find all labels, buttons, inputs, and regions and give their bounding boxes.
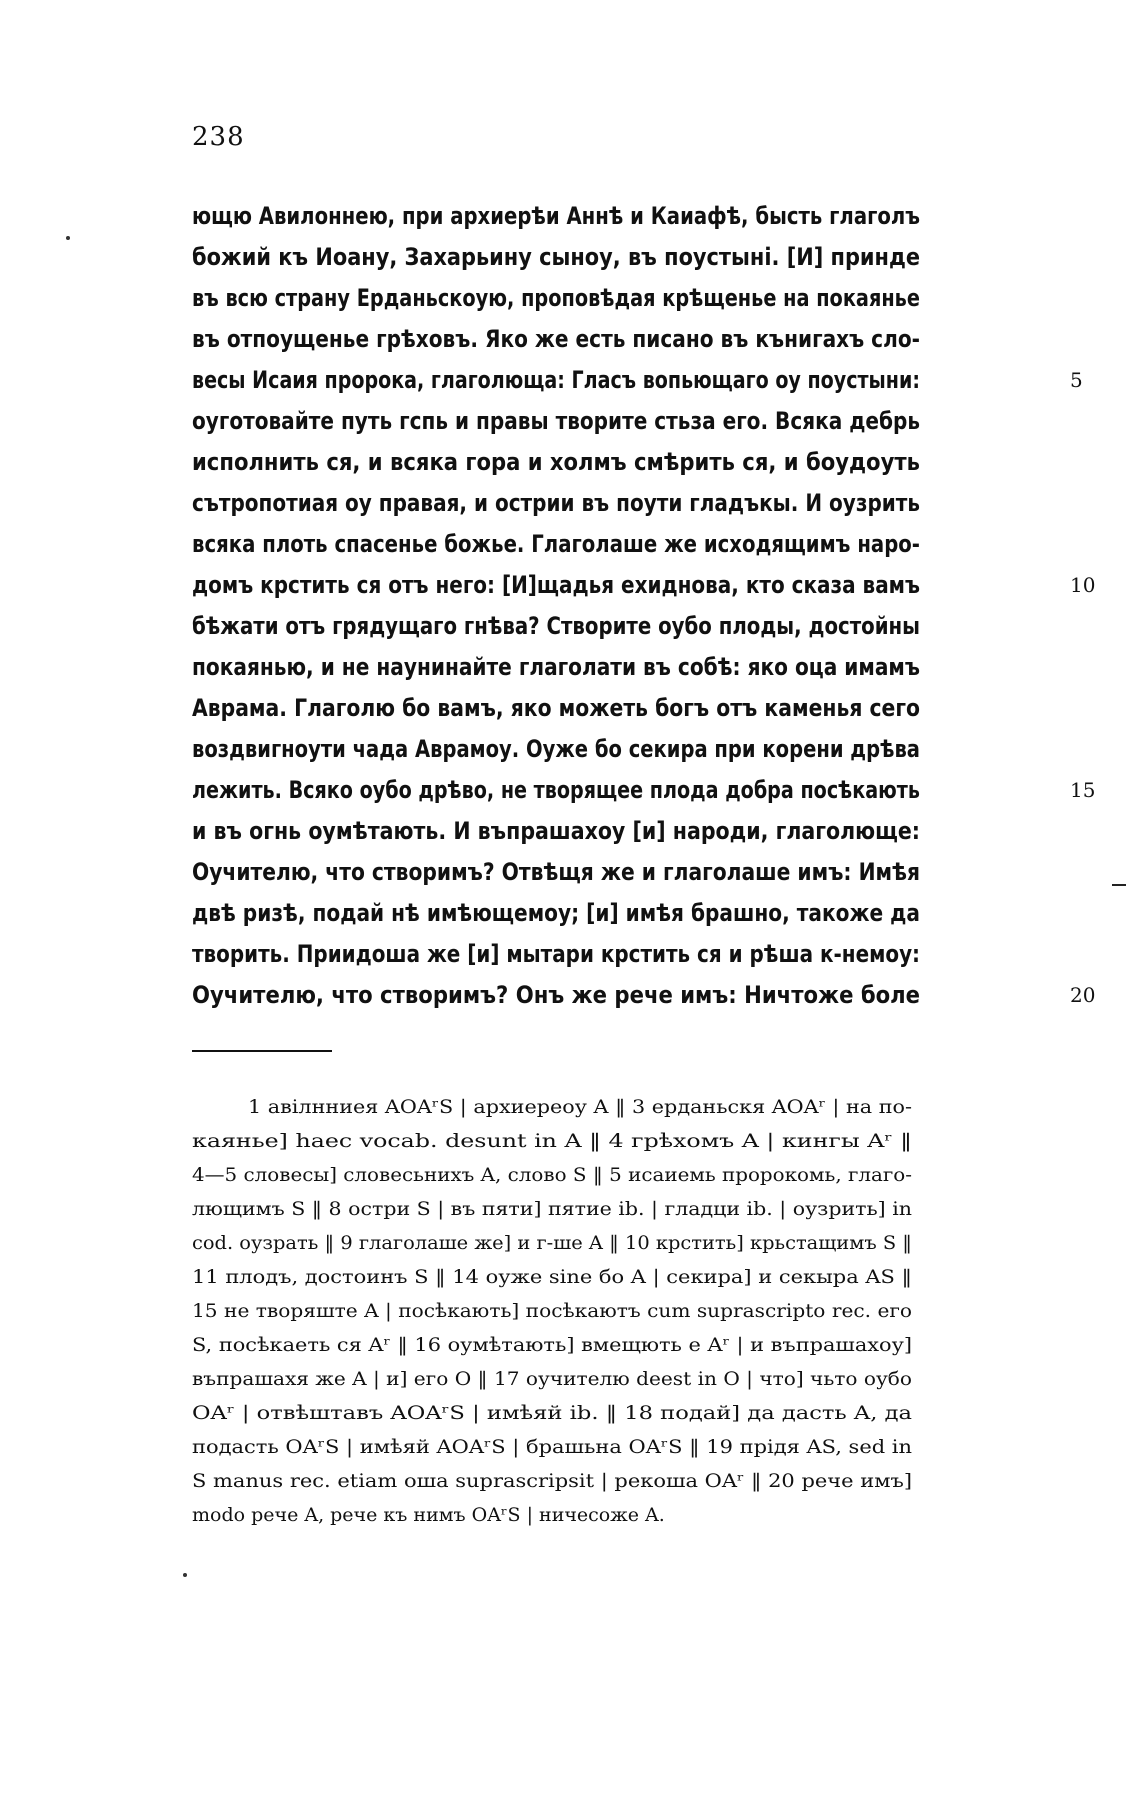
footnote-text: S manus rec. etiam оша suprascripsit | рекоша OAʳ ‖ 20 рече имъ] — [192, 1470, 913, 1492]
footnote-text: 11 плодъ, достоинъ S ‖ 14 оуже sine бо A | секира] и секыра AS ‖ — [192, 1266, 912, 1288]
line-text: лежить. Всяко оубо дрѣво, не творящее плода добра посѣкають — [192, 776, 920, 804]
text-line — [192, 647, 1052, 688]
line-number: 10 — [1070, 573, 1096, 597]
line-text: оуготовайте путь гспь и правы творите стьза его. Всяка дебрь — [192, 407, 921, 435]
line-number: 20 — [1070, 983, 1096, 1007]
line-text: исполнить ся, и всяка гора и холмъ смѣрить ся, и боудоуть — [192, 448, 920, 476]
text-line — [192, 483, 1052, 524]
footnote-text: 1 авілнниея AOAʳS | архиереоу A ‖ 3 ерданьскя AOAʳ | на по- — [248, 1096, 913, 1118]
footnote-text: подасть OAʳS | имѣяй AOAʳS | брашьна OAʳS ‖ 19 прідя AS, sed in — [192, 1436, 913, 1458]
line-text: божий къ Иоану, Захарьину сыноу, въ поустыні. [И] принде — [192, 243, 920, 271]
footnote-text: modo рече A, рече къ нимъ OAʳS | ничесоже A. — [192, 1504, 665, 1526]
footnote-line — [192, 1362, 1052, 1396]
line-text: воздвигноути чада Аврамоу. Оуже бо секира при корени дрѣва — [192, 735, 920, 763]
footnote-line — [192, 1158, 1052, 1192]
text-line — [192, 852, 1052, 893]
footnote-line — [192, 1260, 1052, 1294]
text-line — [192, 934, 1052, 975]
footnote-text: 15 не творяште A | посѣкають] посѣкаютъ cum suprascripto rec. его — [192, 1300, 913, 1322]
footnote-text: лющимъ S ‖ 8 остри S | въ пяти] пятие ib. | гладци ib. | оузрить] in — [192, 1198, 912, 1220]
text-line — [192, 729, 1052, 770]
line-text: покаянью, и не наунинайте глаголати въ собѣ: яко оца имамъ — [192, 653, 920, 681]
line-text: весы Исаия пророка, глаголюща: Гласъ вопьющаго оу поустыни: — [192, 366, 920, 394]
footnote-text: OAʳ | отвѣштавъ AOAʳS | имѣяй ib. ‖ 18 подай] да дасть A, да — [192, 1402, 913, 1424]
text-line — [192, 278, 1052, 319]
footnote-line — [192, 1498, 1052, 1532]
line-text: бѣжати отъ грядущаго гнѣва? Створите оубо плоды, достойны — [192, 612, 921, 640]
text-line — [192, 196, 1052, 237]
footnote-line — [192, 1124, 1052, 1158]
text-line — [192, 237, 1052, 278]
footnote-line — [192, 1294, 1052, 1328]
text-line — [192, 565, 1096, 606]
footnotes — [192, 1090, 1052, 1532]
text-line — [192, 811, 1052, 852]
text-line — [192, 770, 1096, 811]
line-text: домъ крстить ся отъ него: [И]щадья ехиднова, кто сказа вамъ — [192, 571, 921, 599]
text-line — [192, 524, 1052, 565]
text-line — [192, 319, 1052, 360]
line-number: 5 — [1070, 368, 1083, 392]
footnote-line — [192, 1226, 1052, 1260]
footnote-text: 4—5 словесы] словесьнихъ A, слово S ‖ 5 исаиемь пророкомь, глаго- — [192, 1164, 912, 1186]
footnote-text: cod. оузрать ‖ 9 глаголаше же] и г-ше A ‖ 10 крстить] крьстащимъ S ‖ — [192, 1232, 913, 1254]
footnote-line — [192, 1464, 1052, 1498]
text-line — [192, 360, 1083, 401]
text-line — [192, 893, 1052, 934]
line-text: Оучителю, что створимъ? Онъ же рече имъ: Ничтоже боле — [192, 981, 921, 1009]
footnote-text: S, посѣкаеть ся Aʳ ‖ 16 оумѣтають] вмещють е Aʳ | и въпрашахоу] — [192, 1334, 913, 1356]
footnote-line — [192, 1430, 1052, 1464]
page-number: 238 — [192, 122, 245, 152]
line-text: и въ огнь оумѣтають. И въпрашахоу [и] народи, глаголюще: — [192, 817, 920, 845]
footnote-text: въпрашахя же A | и] его O ‖ 17 оучителю deest in O | что] чьто оубо — [192, 1368, 912, 1390]
line-text: Аврама. Глаголю бо вамъ, яко можеть богъ отъ каменья сего — [192, 694, 920, 722]
text-line — [192, 442, 1052, 483]
line-text: двѣ ризѣ, подай нѣ имѣющемоу; [и] имѣя брашно, такоже да — [192, 899, 921, 927]
line-text: въ отпоущенье грѣховъ. Яко же есть писано въ кънигахъ сло- — [192, 325, 920, 353]
margin-mark-right — [1112, 884, 1126, 886]
footnote-line — [192, 1328, 1052, 1362]
line-text: творить. Приидоша же [и] мытари крстить ся и рѣша к-немоу: — [192, 940, 921, 968]
line-text: въ всю страну Ерданьскоую, проповѣдая крѣщенье на покаянье — [192, 284, 920, 312]
footnote-text: каянье] haec vocab. desunt in A ‖ 4 грѣхомъ A | кингы Aʳ ‖ — [192, 1130, 912, 1152]
text-line — [192, 975, 1096, 1016]
line-number: 15 — [1070, 778, 1096, 802]
line-text: ющю Авилоннею, при архиерѣи Аннѣ и Каиафѣ, бысть глаголъ — [192, 202, 921, 230]
footnote-line — [192, 1192, 1052, 1226]
footnote-separator — [192, 1050, 332, 1052]
main-text — [192, 196, 1096, 1016]
text-line — [192, 606, 1052, 647]
margin-mark-bottom — [183, 1573, 187, 1577]
text-line — [192, 688, 1052, 729]
footnote-line — [192, 1396, 1052, 1430]
line-text: Оучителю, что створимъ? Отвѣщя же и глаголаше имъ: Имѣя — [192, 858, 920, 886]
line-text: сътропотиая оу правая, и острии въ поути гладъкы. И оузрить — [192, 489, 921, 517]
footnote-line — [192, 1090, 1052, 1124]
text-line — [192, 401, 1052, 442]
margin-mark-left — [66, 236, 70, 240]
line-text: всяка плоть спасенье божье. Глаголаше же исходящимъ наро- — [192, 530, 920, 558]
